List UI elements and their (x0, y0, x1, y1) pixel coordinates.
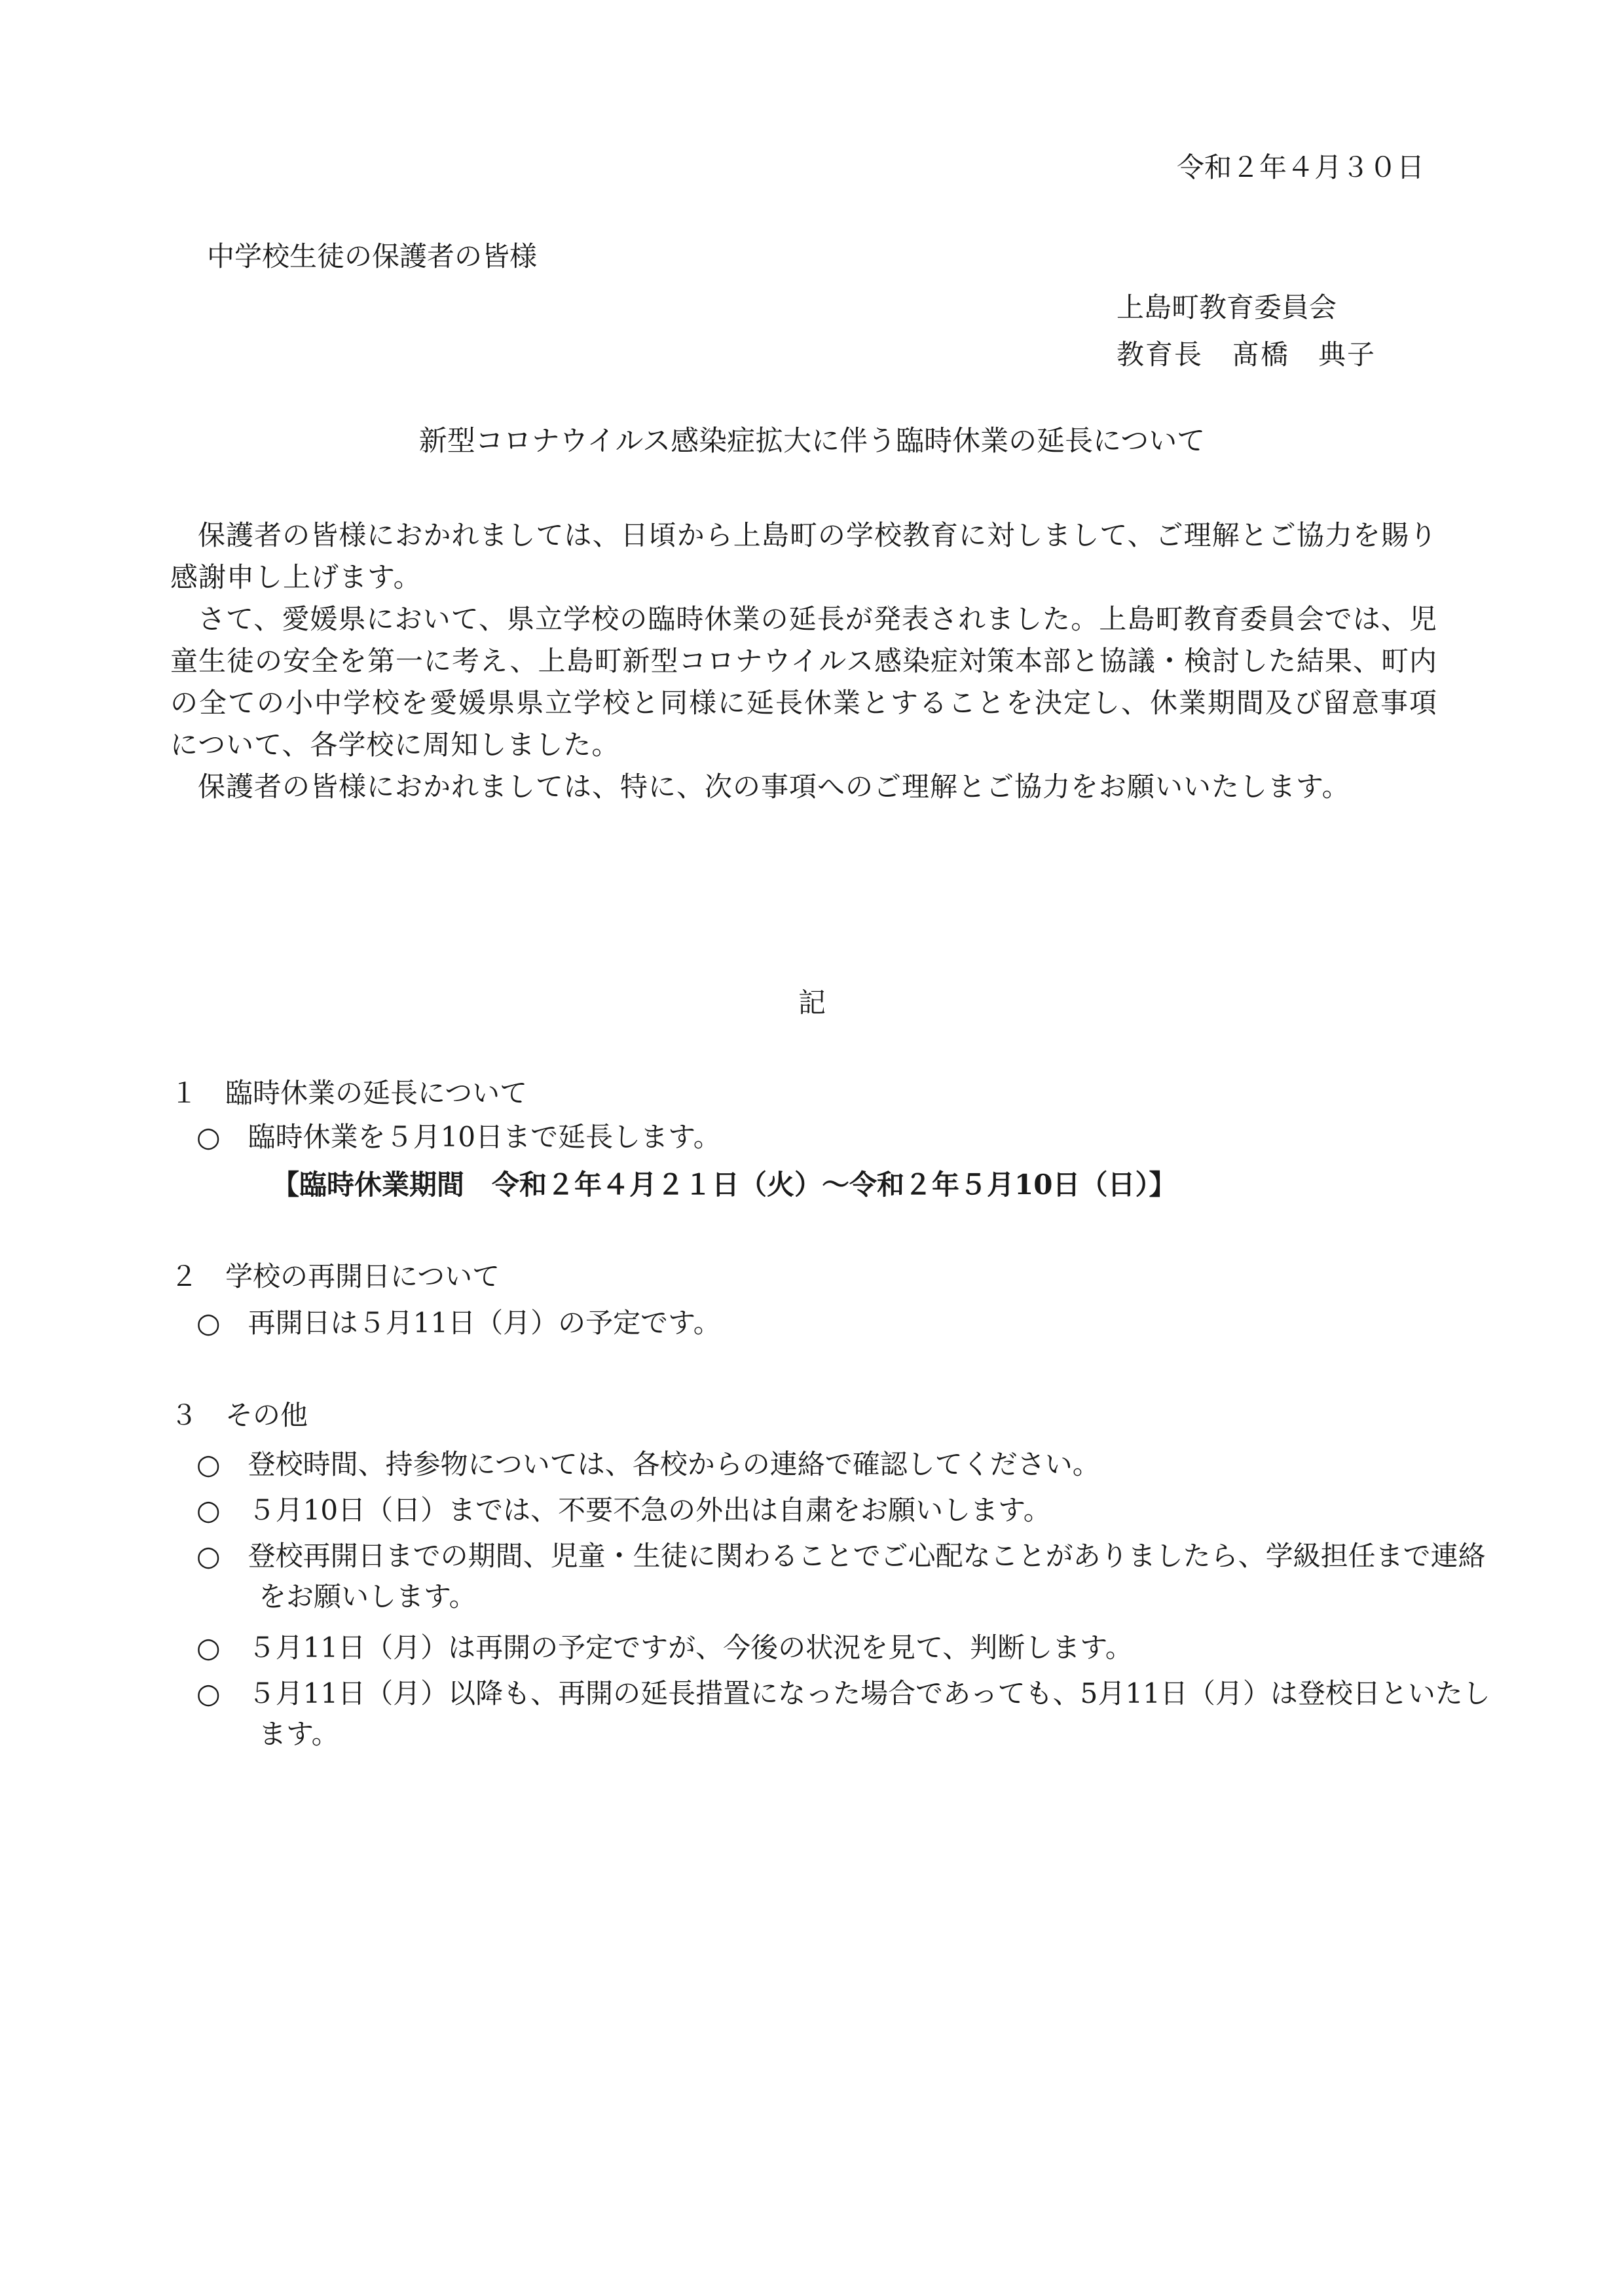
list-item: ○ 再開日は５月11日（月）の予定です。 (196, 1307, 721, 1339)
section-heading-reopening: ２ 学校の再開日について (170, 1260, 500, 1292)
section-heading-extension: １ 臨時休業の延長について (170, 1077, 528, 1109)
list-item: ○ 臨時休業を５月10日まで延長します。 (196, 1121, 721, 1153)
sender-organization: 上島町教育委員会 (1116, 291, 1337, 323)
list-item: ○ ５月11日（月）以降も、再開の延長措置になった場合であっても、5月11日（月）は登校日といたします。 (196, 1677, 1490, 1750)
list-item: ○ ５月11日（月）は再開の予定ですが、今後の状況を見て、判断します。 (196, 1631, 1133, 1664)
list-item: ○ 登校時間、持参物については、各校からの連絡で確認してください。 (196, 1448, 1100, 1480)
body-paragraph-announcement: さて、愛媛県において、県立学校の臨時休業の延長が発表されました。上島町教育委員会では、児童生徒の安全を第一に考え、上島町新型コロナウイルス感染症対策本部と協議・検討した結果、町内の全ての小中学校を愛媛県県立学校と同様に延長休業とすることを決定し、休業期間及び留意事項について、各学校に周知しました。 (170, 603, 1438, 761)
closure-period: 【臨時休業期間 令和２年４月２１日（火）～令和２年５月10日（日）】 (272, 1169, 1177, 1201)
addressee: 中学校生徒の保護者の皆様 (207, 240, 538, 272)
body-paragraph-greeting: 保護者の皆様におかれましては、日頃から上島町の学校教育に対しまして、ご理解とご協力を賜り感謝申し上げます。 (170, 519, 1437, 593)
body-paragraph-request: 保護者の皆様におかれましては、特に、次の事項へのご理解とご協力をお願いいたします。 (198, 771, 1350, 803)
list-item: ○ 登校再開日までの期間、児童・生徒に関わることでご心配なことがありましたら、学級担任まで連絡をお願いします。 (196, 1540, 1486, 1613)
sender-name: 教育長 髙橋 典子 (1116, 338, 1376, 371)
document-date: 令和２年４月３０日 (1176, 151, 1424, 183)
section-heading-other: ３ その他 (170, 1399, 308, 1431)
document-title: 新型コロナウイルス感染症拡大に伴う臨時休業の延長について (418, 425, 1206, 458)
ki-heading: 記 (798, 987, 826, 1019)
list-item: ○ ５月10日（日）までは、不要不急の外出は自粛をお願いします。 (196, 1494, 1051, 1526)
